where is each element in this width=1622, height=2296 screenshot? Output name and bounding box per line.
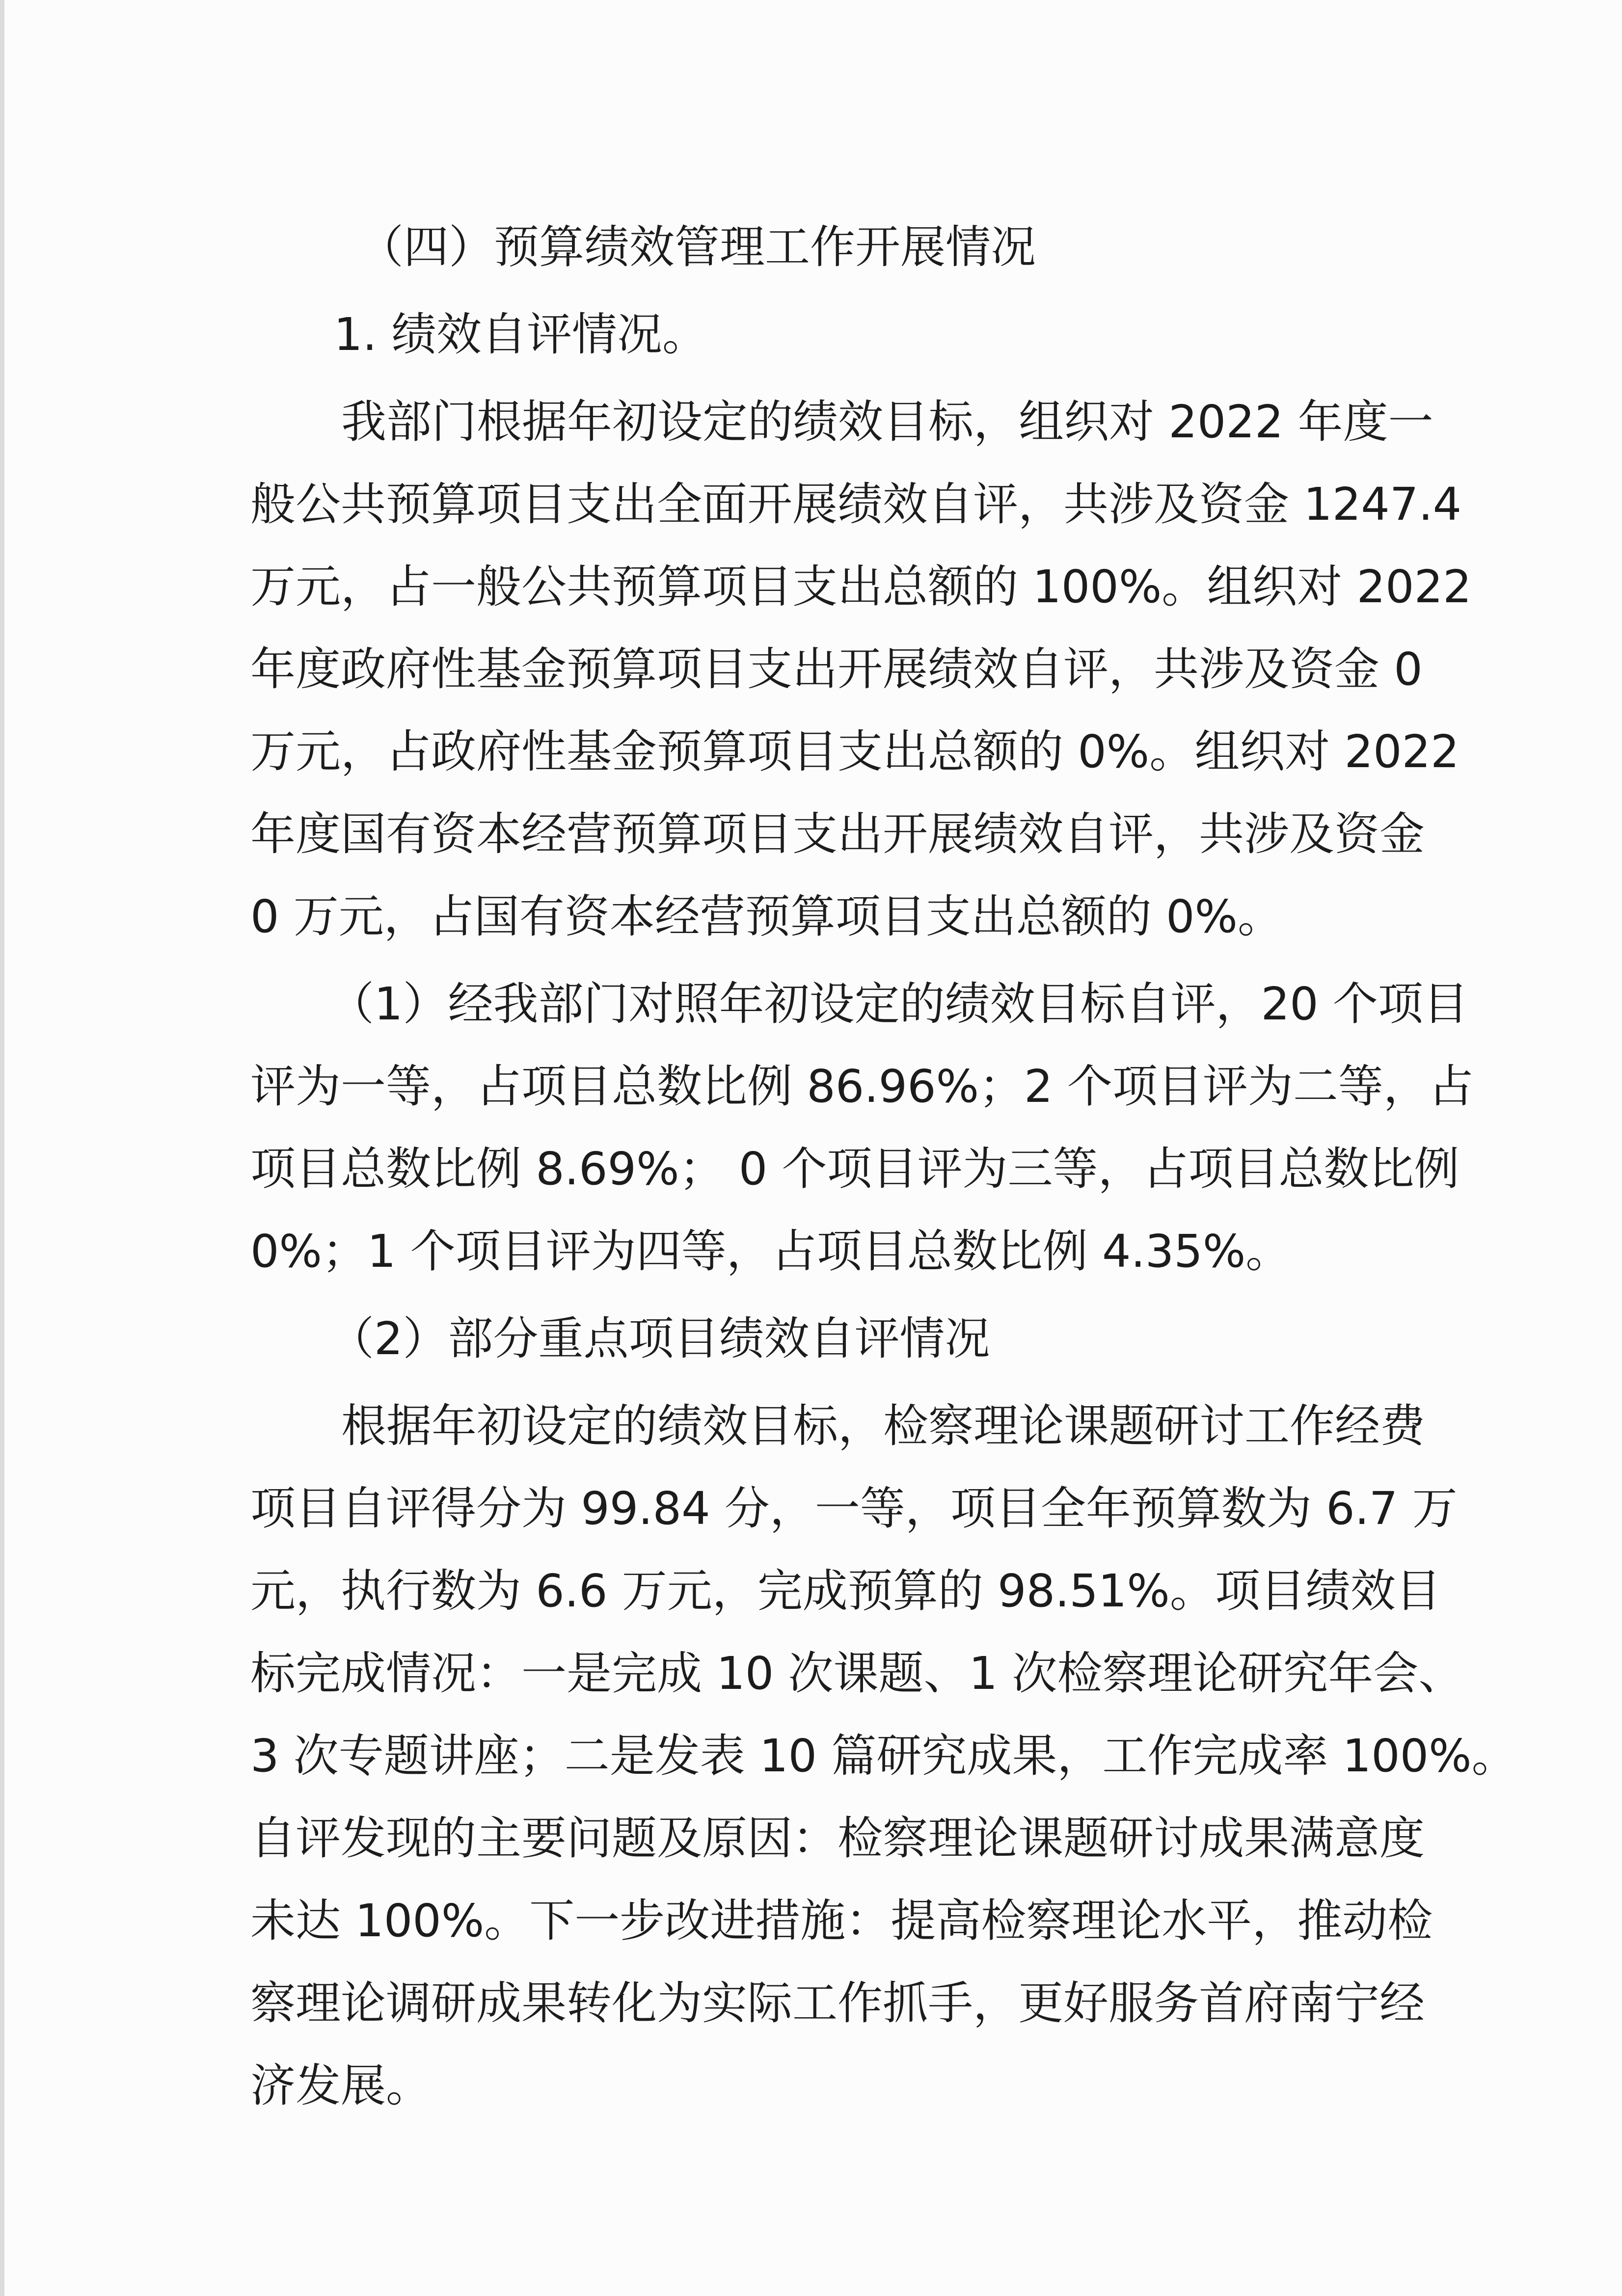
text-line: 万元，占政府性基金预算项目支出总额的 0%。组织对 2022 (250, 725, 1460, 778)
text-line: 我部门根据年初设定的绩效目标，组织对 2022 年度一 (341, 396, 1433, 448)
key-projects-heading: （2）部分重点项目绩效自评情况 (329, 1312, 990, 1365)
text-line: 0%；1 个项目评为四等，占项目总数比例 4.35%。 (250, 1225, 1291, 1278)
text-line: 项目自评得分为 99.84 分，一等，项目全年预算数为 6.7 万 (250, 1482, 1458, 1535)
text-line: 察理论调研成果转化为实际工作抓手，更好服务首府南宁经 (250, 1977, 1425, 2029)
text-line: 济发展。 (250, 2059, 432, 2112)
section-heading: （四）预算绩效管理工作开展情况 (358, 221, 1036, 273)
text-line: 标完成情况：一是完成 10 次课题、1 次检察理论研究年会、 (250, 1647, 1464, 1700)
text-line: 项目总数比例 8.69%； 0 个项目评为三等，占项目总数比例 (250, 1143, 1460, 1195)
paragraph-grading-results (250, 963, 1474, 1293)
text-line: 3 次专题讲座；二是发表 10 篇研究成果，工作完成率 100%。 (250, 1730, 1517, 1782)
scan-edge (0, 0, 4, 2296)
text-line: 根据年初设定的绩效目标，检察理论课题研讨工作经费 (341, 1400, 1426, 1452)
document-body (250, 206, 1517, 2127)
text-line: 万元，占一般公共预算项目支出总额的 100%。组织对 2022 (250, 561, 1472, 613)
text-line: 0 万元，占国有资本经营预算项目支出总额的 0%。 (250, 890, 1283, 943)
paragraph-self-evaluation-overview (250, 381, 1472, 958)
text-line: （1）经我部门对照年初设定的绩效目标自评，20 个项目 (329, 978, 1468, 1030)
text-line: 元，执行数为 6.6 万元，完成预算的 98.51%。项目绩效目 (250, 1565, 1441, 1617)
subsection-heading: 1. 绩效自评情况。 (334, 308, 708, 361)
text-line: 评为一等，占项目总数比例 86.96%；2 个项目评为二等，占 (250, 1060, 1474, 1113)
paragraph-key-project-detail (250, 1385, 1517, 2127)
text-line: 未达 100%。下一步改进措施：提高检察理论水平，推动检 (250, 1895, 1433, 1947)
text-line: 般公共预算项目支出全面开展绩效自评，共涉及资金 1247.4 (250, 478, 1462, 531)
text-line: 自评发现的主要问题及原因：检察理论课题研讨成果满意度 (250, 1812, 1425, 1865)
text-line: 年度国有资本经营预算项目支出开展绩效自评，共涉及资金 (250, 808, 1425, 860)
text-line: 年度政府性基金预算项目支出开展绩效自评，共涉及资金 0 (250, 643, 1423, 695)
